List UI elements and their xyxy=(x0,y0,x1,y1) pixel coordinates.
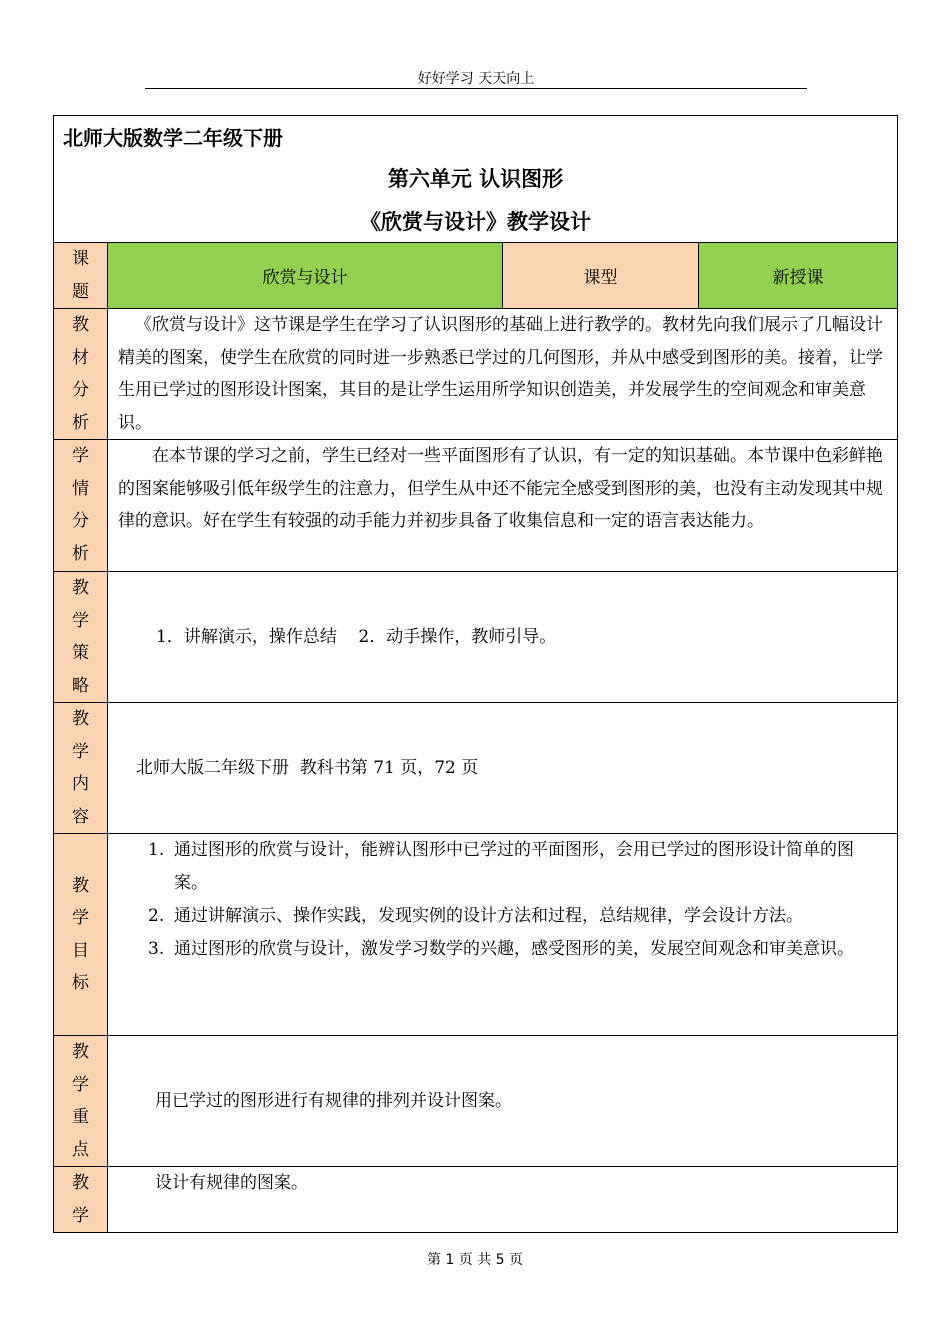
label-difficult-points: 教 学 xyxy=(54,1167,108,1233)
label-topic: 课 题 xyxy=(54,243,108,309)
label-teaching-content: 教 学 内 容 xyxy=(54,703,108,834)
unit-title: 第六单元 认识图形 xyxy=(387,167,564,191)
page-footer: 第 1 页 共 5 页 xyxy=(426,1252,524,1268)
label-student-analysis: 学 情 分 析 xyxy=(54,440,108,572)
teaching-strategy-text: 1．讲解演示，操作总结 2．动手操作，教师引导。 xyxy=(108,572,898,703)
type-label: 课型 xyxy=(503,243,699,309)
label-key-points: 教 学 重 点 xyxy=(54,1036,108,1167)
difficult-points-text: 设计有规律的图案。 xyxy=(108,1167,898,1233)
lesson-plan-table xyxy=(53,115,898,1233)
type-value: 新授课 xyxy=(699,243,898,309)
design-title: 《欣赏与设计》教学设计 xyxy=(360,210,591,234)
key-points-text: 用已学过的图形进行有规律的排列并设计图案。 xyxy=(108,1036,898,1167)
material-analysis-text: 《欣赏与设计》这节课是学生在学习了认识图形的基础上进行教学的。教材先向我们展示了几幅设计精美的图案，使学生在欣赏的同时进一步熟悉已学过的几何图形，并从中感受到图形的美。接着，让学生用已学过的图形设计图案，其目的是让学生运用所学知识创造美，并发展学生的空间观念和审美意识。 xyxy=(108,309,898,440)
header-rule xyxy=(145,88,807,89)
goals-list xyxy=(108,834,897,966)
page-header: 好好学习 天天向上 xyxy=(417,71,535,87)
goal-item: 1. 通过图形的欣赏与设计，能辨认图形中已学过的平面图形，会用已学过的图形设计简单的图案。 xyxy=(148,840,854,893)
teaching-goals-cell xyxy=(108,834,898,1036)
topic-value: 欣赏与设计 xyxy=(108,243,503,309)
label-teaching-goals: 教 学 目 标 xyxy=(54,834,108,1036)
teaching-content-text: 北师大版二年级下册 教科书第 71 页，72 页 xyxy=(108,703,898,834)
label-teaching-strategy: 教 学 策 略 xyxy=(54,572,108,703)
title-cell xyxy=(54,116,898,243)
goal-item: 2. 通过讲解演示、操作实践，发现实例的设计方法和过程，总结规律，学会设计方法。 xyxy=(148,906,803,926)
book-title: 北师大版数学二年级下册 xyxy=(63,126,283,150)
student-analysis-text: 在本节课的学习之前，学生已经对一些平面图形有了认识，有一定的知识基础。本节课中色彩鲜艳的图案能够吸引低年级学生的注意力，但学生从中还不能完全感受到图形的美，也没有主动发现其中规律的意识。好在学生有较强的动手能力并初步具备了收集信息和一定的语言表达能力。 xyxy=(108,440,898,572)
goal-item: 3. 通过图形的欣赏与设计，激发学习数学的兴趣，感受图形的美，发展空间观念和审美意识。 xyxy=(148,939,854,959)
label-material-analysis: 教 材 分 析 xyxy=(54,309,108,440)
